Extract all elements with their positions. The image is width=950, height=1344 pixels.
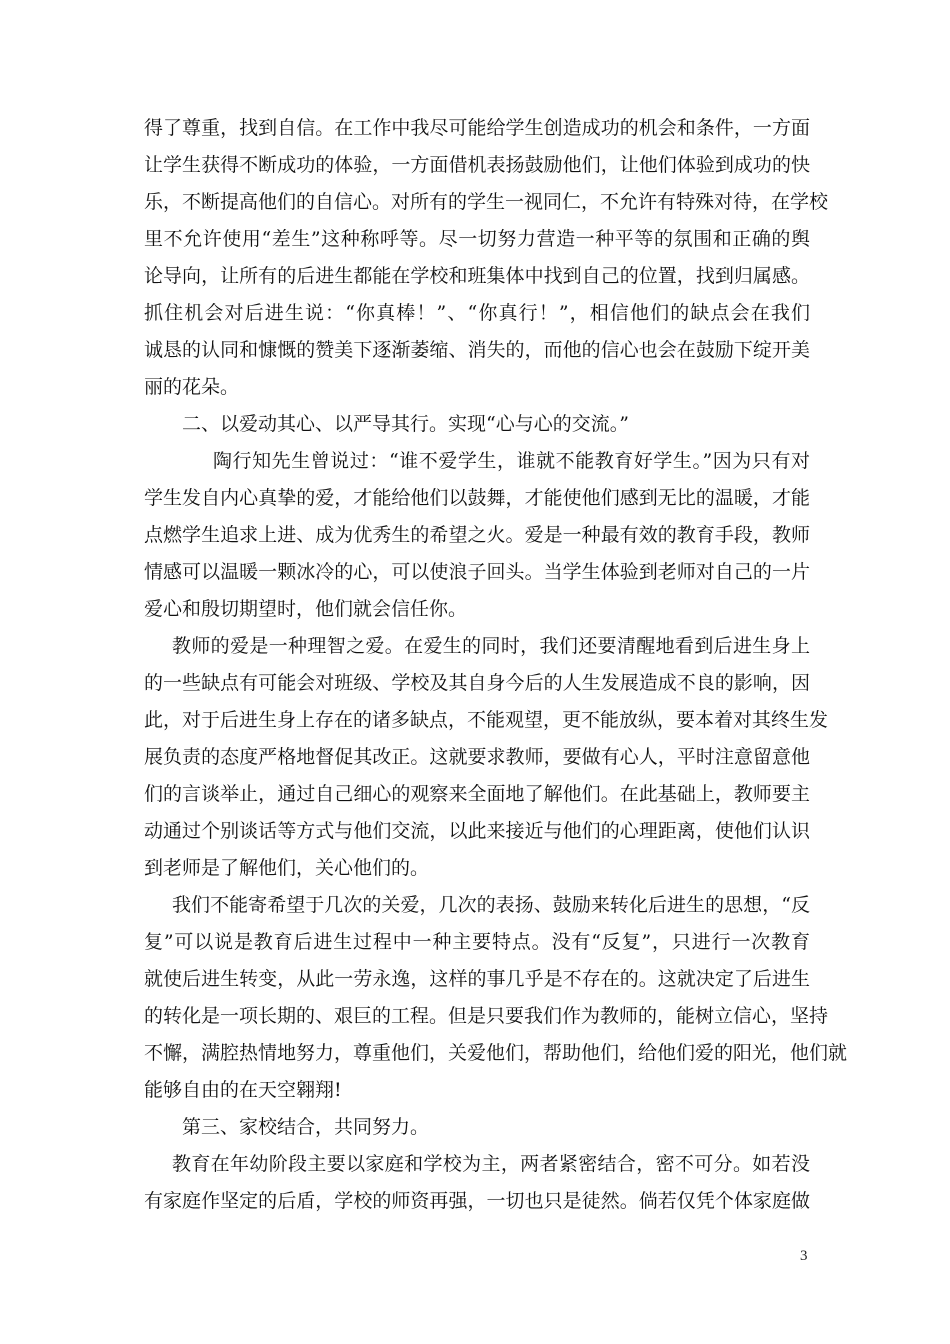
text-line: 到老师是了解他们，关心他们的。 bbox=[144, 857, 430, 879]
text-line: 学生发自内心真挚的爱，才能给他们以鼓舞，才能使他们感到无比的温暖，才能 bbox=[144, 487, 810, 509]
text-line: 就使后进生转变，从此一劳永逸，这样的事几乎是不存在的。这就决定了后进生 bbox=[144, 968, 810, 990]
text-line: 让学生获得不断成功的体验，一方面借机表扬鼓励他们，让他们体验到成功的快 bbox=[144, 154, 810, 176]
text-line: 不懈，满腔热情地努力，尊重他们，关爱他们，帮助他们，给他们爱的阳光，他们就 bbox=[144, 1042, 848, 1064]
text-line: 动通过个别谈话等方式与他们交流，以此来接近与他们的心理距离，使他们认识 bbox=[144, 820, 810, 842]
text-line: 教师的爱是一种理智之爱。在爱生的同时，我们还要清醒地看到后进生身上 bbox=[172, 635, 810, 657]
text-line: 们的言谈举止，通过自己细心的观察来全面地了解他们。在此基础上，教师要主 bbox=[144, 783, 810, 805]
text-line: 复”可以说是教育后进生过程中一种主要特点。没有“反复”，只进行一次教育 bbox=[144, 931, 810, 953]
text-line: 的转化是一项长期的、艰巨的工程。但是只要我们作为教师的，能树立信心，坚持 bbox=[144, 1005, 829, 1027]
text-line: 教育在年幼阶段主要以家庭和学校为主，两者紧密结合，密不可分。如若没 bbox=[172, 1153, 810, 1175]
text-line: 乐，不断提高他们的自信心。对所有的学生一视同仁，不允许有特殊对待，在学校 bbox=[144, 191, 829, 213]
text-line: 抓住机会对后进生说：“你真棒！”、“你真行！”，相信他们的缺点会在我们 bbox=[144, 302, 810, 324]
text-line: 的一些缺点有可能会对班级、学校及其自身今后的人生发展造成不良的影响，因 bbox=[144, 672, 810, 694]
text-line: 诚恳的认同和慷慨的赞美下逐渐萎缩、消失的，而他的信心也会在鼓励下绽开美 bbox=[144, 339, 810, 361]
text-line: 陶行知先生曾说过：“谁不爱学生，谁就不能教育好学生。”因为只有对 bbox=[213, 450, 810, 472]
section-heading: 第三、家校结合，共同努力。 bbox=[182, 1116, 430, 1138]
text-line: 情感可以温暖一颗冰冷的心，可以使浪子回头。当学生体验到老师对自己的一片 bbox=[144, 561, 810, 583]
text-line: 有家庭作坚定的后盾，学校的师资再强，一切也只是徒然。倘若仅凭个体家庭做 bbox=[144, 1190, 810, 1212]
text-line: 论导向，让所有的后进生都能在学校和班集体中找到自己的位置，找到归属感。 bbox=[144, 265, 810, 287]
section-heading: 二、以爱动其心、以严导其行。实现“心与心的交流。” bbox=[182, 413, 629, 435]
text-line: 我们不能寄希望于几次的关爱，几次的表扬、鼓励来转化后进生的思想，“反 bbox=[172, 894, 810, 916]
text-line: 爱心和殷切期望时，他们就会信任你。 bbox=[144, 598, 468, 620]
text-line: 此，对于后进生身上存在的诸多缺点，不能观望，更不能放纵，要本着对其终生发 bbox=[144, 709, 829, 731]
text-line: 丽的花朵。 bbox=[144, 376, 240, 398]
text-line: 得了尊重，找到自信。在工作中我尽可能给学生创造成功的机会和条件，一方面 bbox=[144, 117, 810, 139]
text-line: 能够自由的在天空翱翔! bbox=[144, 1079, 342, 1101]
page-number: 3 bbox=[800, 1248, 808, 1264]
text-line: 展负责的态度严格地督促其改正。这就要求教师，要做有心人，平时注意留意他 bbox=[144, 746, 810, 768]
text-line: 点燃学生追求上进、成为优秀生的希望之火。爱是一种最有效的教育手段，教师 bbox=[144, 524, 810, 546]
text-line: 里不允许使用“差生”这种称呼等。尽一切努力营造一种平等的氛围和正确的舆 bbox=[144, 228, 810, 250]
